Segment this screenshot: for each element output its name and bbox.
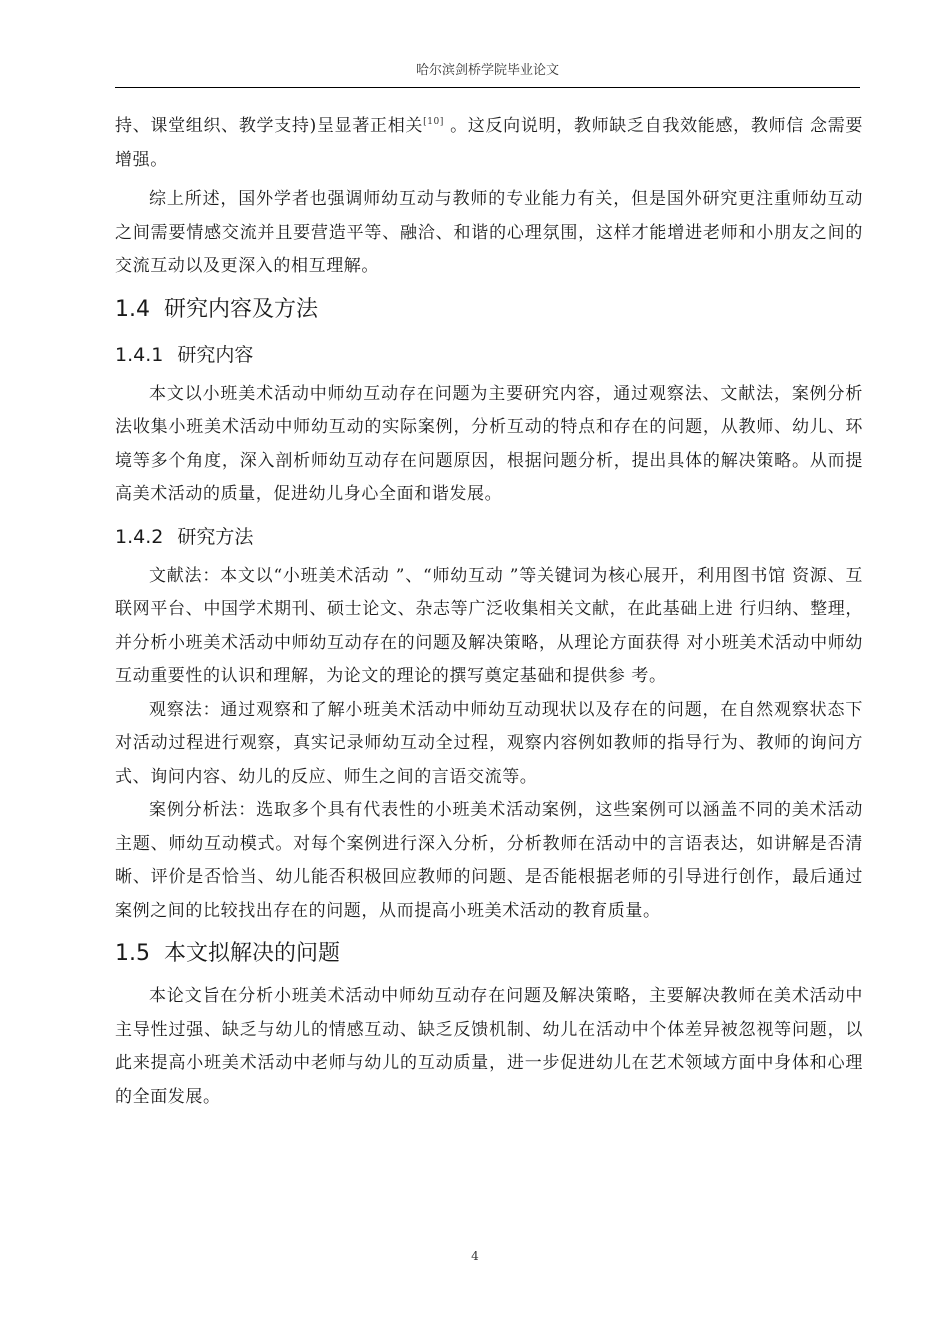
paragraph-summary: 综上所述，国外学者也强调师幼互动与教师的专业能力有关，但是国外研究更注重师幼互动之间需要情感交流并且要营造平等、融洽、和谐的心理氛围，这样才能增进老师和小朋友之间的交流互动以及更深入的相互理解。: [115, 189, 863, 276]
paragraph-observation-method: 观察法：通过观察和了解小班美术活动中师幼互动现状以及存在的问题，在自然观察状态下对活动过程进行观察，真实记录师幼互动全过程，观察内容例如教师的指导行为、教师的询问方式、询问内容、幼儿的反应、师生之间的言语交流等。: [115, 699, 863, 787]
section-title: 本文拟解决的问题: [164, 941, 341, 966]
subsection-heading-1-4-2: [115, 520, 863, 554]
section-heading-1-4: [115, 290, 863, 330]
section-number: 1.4.1: [115, 343, 164, 366]
section-title: 研究方法: [177, 525, 254, 548]
section-title: 研究内容: [177, 343, 254, 366]
paragraph-case-method: 案例分析法：选取多个具有代表性的小班美术活动案例，这些案例可以涵盖不同的美术活动主题、师幼互动模式。对每个案例进行深入分析，分析教师在活动中的言语表达，如讲解是否清晰、评价是否恰当、幼儿能否积极回应教师的问题、是否能根据老师的引导进行创作，最后通过案例之间的比较找出存在的问题，从而提高小班美术活动的教育质量。: [115, 800, 863, 921]
section-number: 1.4.2: [115, 525, 164, 548]
section-number: 1.5: [115, 941, 150, 966]
paragraph-problems: 本论文旨在分析小班美术活动中师幼互动存在问题及解决策略，主要解决教师在美术活动中主导性过强、缺乏与幼儿的情感互动、缺乏反馈机制、幼儿在活动中个体差异被忽视等问题，以此来提高小班美术活动中老师与幼儿的互动质量，进一步促进幼儿在艺术领域方面中身体和心理的全面发展。: [115, 986, 863, 1107]
page-number: 4: [471, 1249, 479, 1263]
subsection-heading-1-4-1: [115, 338, 863, 372]
section-title: 研究内容及方法: [164, 296, 319, 322]
paragraph-text: 持、课堂组织、教学支持)呈显著正相关: [115, 116, 424, 136]
running-header: 哈尔滨剑桥学院毕业论文: [415, 63, 559, 78]
paragraph-literature-method: 文献法：本文以“小班美术活动 ”、“师幼互动 ”等关键词为核心展开，利用图书馆 资源、互联网平台、中国学术期刊、硕士论文、杂志等广泛收集相关文献，在此基础上进 行归纳、整理，并分析小班美术活动中师幼互动存在的问题及解决策略，从理论方面获得 对小班美术活动中师幼互动重要性的认识和理解，为论文的理论的撰写奠定基础和提供参 考。: [115, 565, 863, 686]
section-heading-1-5: [115, 934, 863, 974]
page-body: [115, 110, 863, 1114]
paragraph-continued: [115, 110, 863, 177]
paragraph-research-content: 本文以小班美术活动中师幼互动存在问题为主要研究内容，通过观察法、文献法，案例分析法收集小班美术活动中师幼互动的实际案例，分析互动的特点和存在的问题，从教师、幼儿、环境等多个角度，深入剖析师幼互动存在问题原因，根据问题分析，提出具体的解决策略。从而提高美术活动的质量，促进幼儿身心全面和谐发展。: [115, 383, 863, 504]
section-number: 1.4: [115, 296, 150, 322]
header-divider: [115, 87, 860, 88]
paragraph-text: 。这反向说明，教师缺乏自我效能感，教师信 念需要增强。: [115, 116, 863, 170]
citation-ref: [10]: [423, 117, 444, 127]
